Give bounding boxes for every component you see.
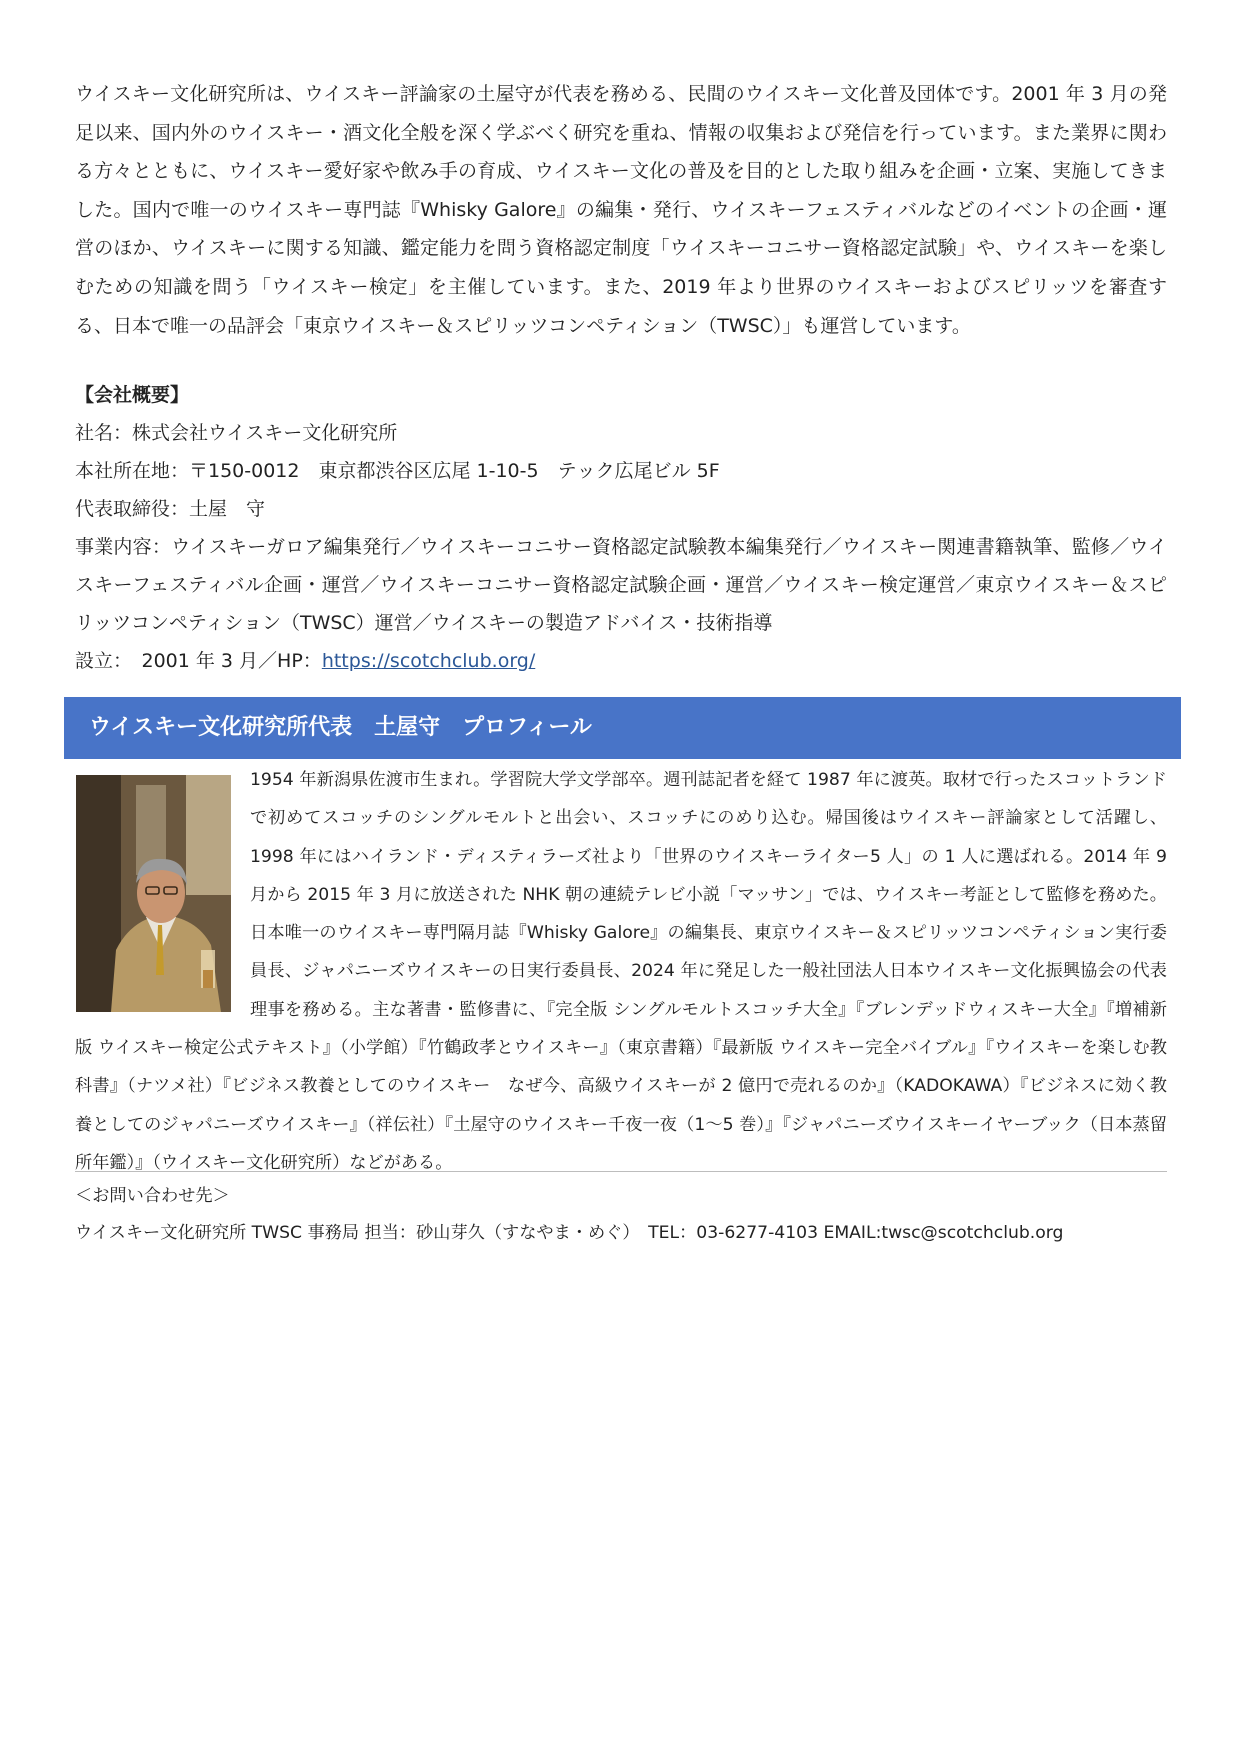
profile-bio-text: 1954 年新潟県佐渡市生まれ。学習院大学文学部卒。週刊誌記者を経て 1987 年に渡英。取材で行ったスコットランドで初めてスコッチのシングルモルトと出会い、スコッチにのめり込む。帰国後はウイスキー評論家として活躍し、1998 年にはハイランド・ディスティラーズ社より「世界のウイスキーライター5 人」の 1 人に選ばれる。2014 年 9 月から 2015 年 3 月に放送された NHK 朝の連続テレビ小説「マッサン」では、ウイスキー考証として監修を務めた。日本唯一のウイスキー専門隔月誌『Whisky Galore』の編集長、東京ウイスキー＆スピリッツコンペティション実行委員長、ジャパニーズウイスキーの日実行委員長、2024 年に発足した一般社団法人日本ウイスキー文化振興協会の代表理事を務める。主な著書・監修書に、『完全版 シングルモルトスコッチ大全』『ブレンデッドウィスキー大全』『増補新版 ウイスキー検定公式テキスト』（小学館）『竹鶴政孝とウイスキー』（東京書籍）『最新版 ウイスキー完全バイブル』『ウイスキーを楽しむ教科書』（ナツメ社）『ビジネス教養としてのウイスキー なぜ今、高級ウイスキーが 2 億円で売れるのか』（KADOKAWA）『ビジネスに効く教養としてのジャパニーズウイスキー』（祥伝社）『土屋守のウイスキー千夜一夜（1～5 巻）』『ジャパニーズウイスキーイヤーブック（日本蒸留所年鑑）』（ウイスキー文化研究所）などがある。 bbox=[75, 770, 1167, 1173]
intro-paragraph: ウイスキー文化研究所は、ウイスキー評論家の土屋守が代表を務める、民間のウイスキー文化普及団体です。2001 年 3 月の発足以来、国内外のウイスキー・酒文化全般を深く学ぶべく研究を重ね、情報の収集および発信を行っています。また業界に関わる方々とともに、ウイスキー愛好家や飲み手の育成、ウイスキー文化の普及を目的とした取り組みを企画・立案、実施してきました。国内で唯一のウイスキー専門誌『Whisky Galore』の編集・発行、ウイスキーフェスティバルなどのイベントの企画・運営のほか、ウイスキーに関する知識、鑑定能力を問う資格認定制度「ウイスキーコニサー資格認定試験」や、ウイスキーを楽しむための知識を問う「ウイスキー検定」を主催しています。また、2019 年より世界のウイスキーおよびスピリッツを審査する、日本で唯一の品評会「東京ウイスキー＆スピリッツコンペティション（TWSC）」も運営しています。 bbox=[75, 83, 1167, 337]
company-business: 事業内容：ウイスキーガロア編集発行／ウイスキーコニサー資格認定試験教本編集発行／ウイスキー関連書籍執筆、監修／ウイスキーフェスティバル企画・運営／ウイスキーコニサー資格認定試験企画・運営／ウイスキー検定運営／東京ウイスキー＆スピリッツコンペティション（TWSC）運営／ウイスキーの製造アドバイス・技術指導 bbox=[75, 536, 1167, 634]
company-representative: 代表取締役：土屋 守 bbox=[75, 498, 266, 520]
company-overview-heading: 【会社概要】 bbox=[75, 384, 190, 406]
portrait-spacer bbox=[75, 761, 250, 1023]
contact-divider bbox=[75, 1171, 1167, 1172]
company-established bbox=[75, 642, 1167, 680]
contact-heading: ＜お問い合わせ先＞ bbox=[75, 1186, 230, 1206]
company-established-text: 設立： 2001 年 3 月／HP： bbox=[75, 650, 322, 672]
profile-section-header: ウイスキー文化研究所代表 土屋守 プロフィール bbox=[64, 697, 1181, 759]
company-overview bbox=[75, 376, 1167, 680]
contact-line: ウイスキー文化研究所 TWSC 事務局 担当：砂山芽久（すなやま・めぐ） TEL：03-6277-4103 EMAIL:twsc@scotchclub.org bbox=[75, 1223, 1064, 1243]
company-address: 本社所在地：〒150-0012 東京都渋谷区広尾 1-10-5 テック広尾ビル 5F bbox=[75, 460, 720, 482]
profile-bio bbox=[75, 761, 1167, 1182]
company-hp-link[interactable]: https://scotchclub.org/ bbox=[321, 650, 536, 672]
contact-info bbox=[75, 1178, 1175, 1252]
company-name: 社名：株式会社ウイスキー文化研究所 bbox=[75, 422, 398, 444]
